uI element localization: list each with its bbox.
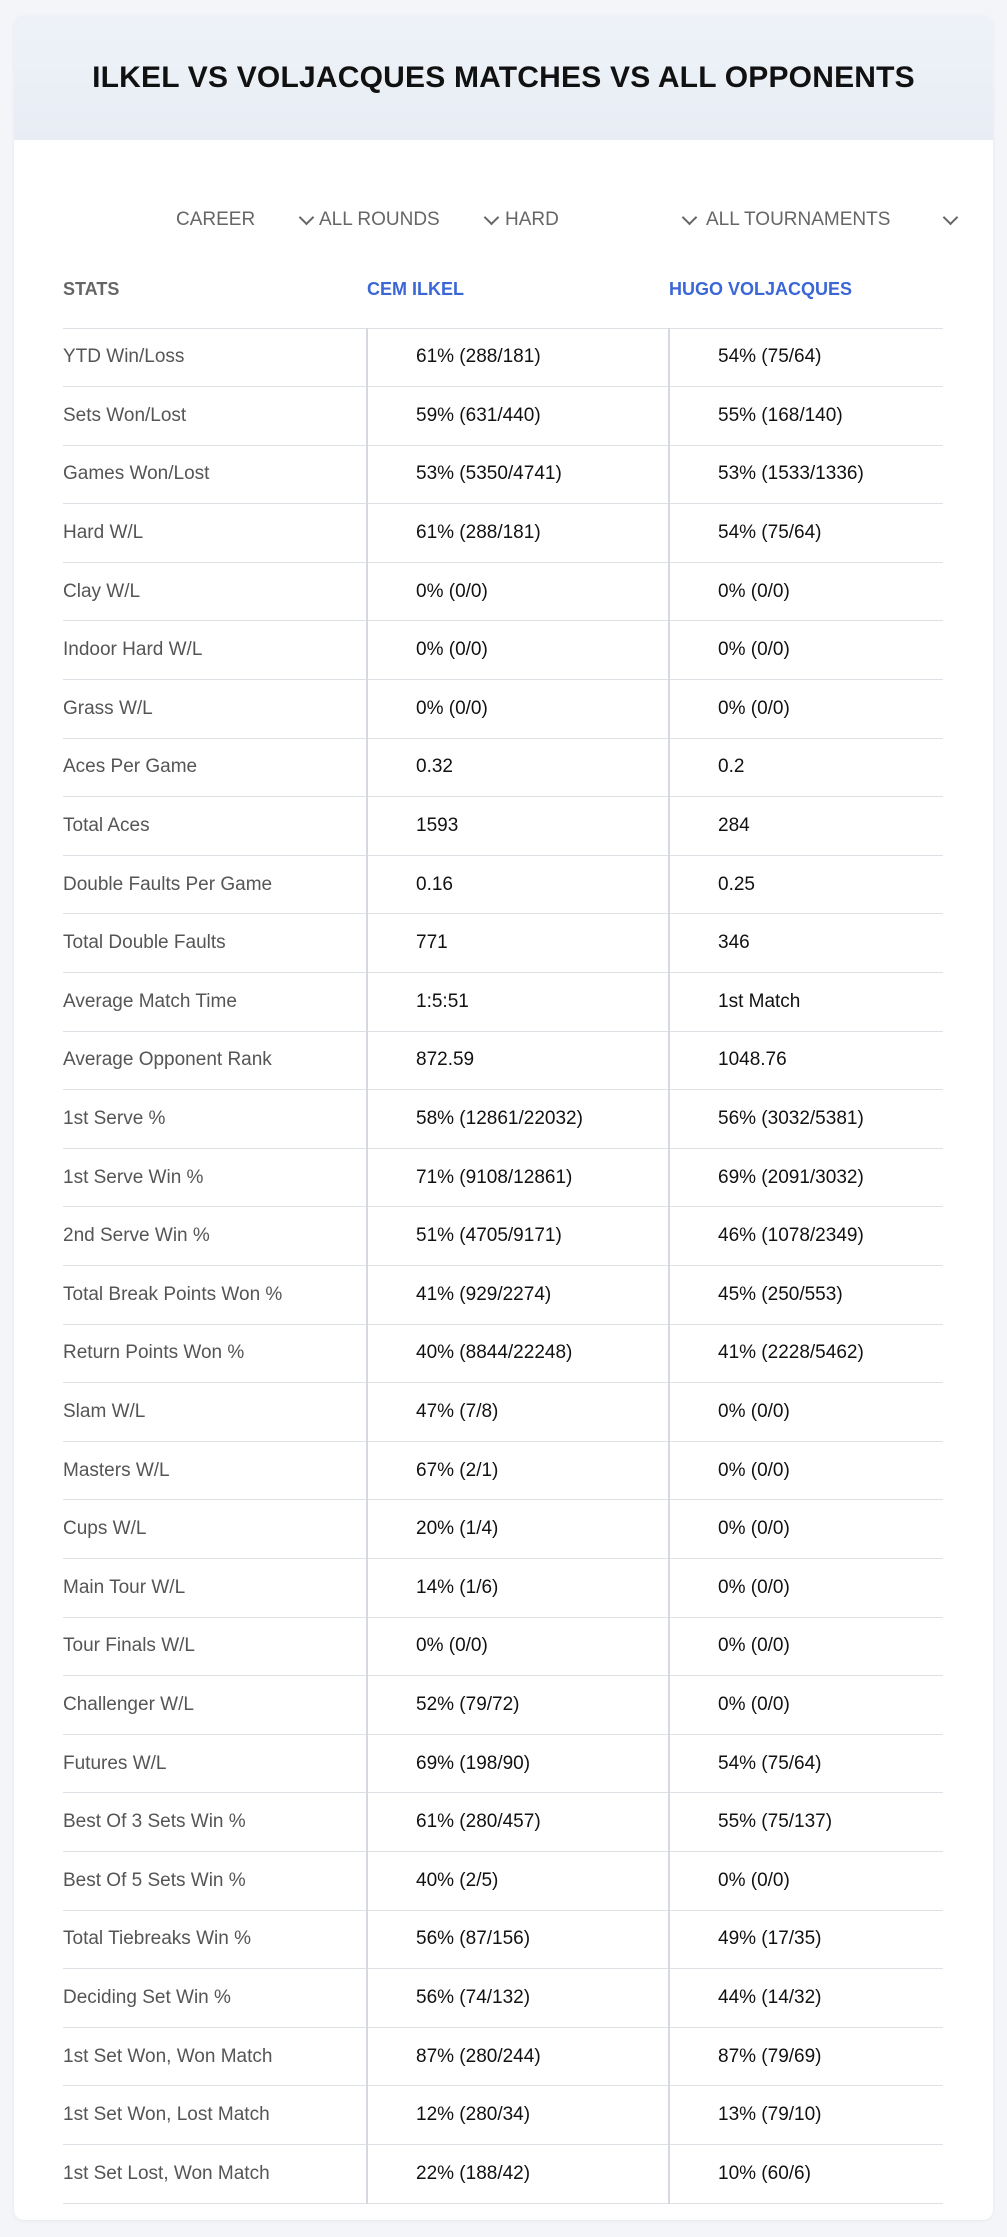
table-row (63, 1734, 943, 1793)
table-row (63, 2144, 943, 2203)
column-header-player2[interactable]: HUGO VOLJACQUES (669, 252, 943, 328)
surface-dropdown[interactable] (505, 190, 695, 250)
player2-value: 1st Match (669, 973, 943, 1032)
table-row (63, 1500, 943, 1559)
filter-bar (14, 190, 993, 250)
player2-value: 1048.76 (669, 1031, 943, 1090)
table-row (63, 562, 943, 621)
table-row (63, 1969, 943, 2028)
chevron-down-icon (299, 209, 315, 225)
table-row (63, 2086, 943, 2145)
stat-label: 1st Set Lost, Won Match (63, 2144, 367, 2203)
player1-value: 53% (5350/4741) (367, 445, 669, 504)
rounds-dropdown[interactable] (319, 190, 497, 250)
player1-value: 20% (1/4) (367, 1500, 669, 1559)
table-row (63, 387, 943, 446)
stat-label: 2nd Serve Win % (63, 1207, 367, 1266)
table-row (63, 1031, 943, 1090)
player2-value: 0% (0/0) (669, 1617, 943, 1676)
chevron-down-icon (943, 209, 959, 225)
stat-label: 1st Serve % (63, 1090, 367, 1149)
table-row (63, 621, 943, 680)
player2-value: 56% (3032/5381) (669, 1090, 943, 1149)
stat-label: 1st Set Won, Lost Match (63, 2086, 367, 2145)
player1-value: 56% (87/156) (367, 1910, 669, 1969)
table-row (63, 797, 943, 856)
stat-label: 1st Serve Win % (63, 1148, 367, 1207)
player1-value: 872.59 (367, 1031, 669, 1090)
stat-label: Tour Finals W/L (63, 1617, 367, 1676)
table-row (63, 1793, 943, 1852)
stat-label: Cups W/L (63, 1500, 367, 1559)
player2-value: 45% (250/553) (669, 1266, 943, 1325)
player1-value: 0.16 (367, 855, 669, 914)
table-row (63, 504, 943, 563)
table-row (63, 1266, 943, 1325)
stat-label: Total Double Faults (63, 914, 367, 973)
player2-value: 0% (0/0) (669, 1851, 943, 1910)
table-row (63, 914, 943, 973)
player2-value: 54% (75/64) (669, 328, 943, 387)
player1-value: 1:5:51 (367, 973, 669, 1032)
player2-value: 0% (0/0) (669, 1676, 943, 1735)
player2-value: 10% (60/6) (669, 2144, 943, 2203)
stat-label: YTD Win/Loss (63, 328, 367, 387)
stat-label: Total Aces (63, 797, 367, 856)
player1-value: 771 (367, 914, 669, 973)
stat-label: 1st Set Won, Won Match (63, 2027, 367, 2086)
stat-label: Best Of 3 Sets Win % (63, 1793, 367, 1852)
stat-label: Challenger W/L (63, 1676, 367, 1735)
stat-label: Best Of 5 Sets Win % (63, 1851, 367, 1910)
player1-value: 0.32 (367, 738, 669, 797)
player1-value: 0% (0/0) (367, 562, 669, 621)
player2-value: 55% (75/137) (669, 1793, 943, 1852)
stat-label: Games Won/Lost (63, 445, 367, 504)
column-header-stats: STATS (63, 252, 367, 328)
page-title: ILKEL VS VOLJACQUES MATCHES VS ALL OPPONENTS (92, 60, 915, 94)
player1-value: 69% (198/90) (367, 1734, 669, 1793)
player2-value: 0% (0/0) (669, 621, 943, 680)
player1-value: 47% (7/8) (367, 1383, 669, 1442)
player1-value: 71% (9108/12861) (367, 1148, 669, 1207)
surface-dropdown-label: HARD (505, 209, 559, 230)
table-row (63, 1910, 943, 1969)
stat-label: Slam W/L (63, 1383, 367, 1442)
player1-value: 67% (2/1) (367, 1441, 669, 1500)
table-row (63, 1617, 943, 1676)
stat-label: Clay W/L (63, 562, 367, 621)
player2-value: 49% (17/35) (669, 1910, 943, 1969)
stat-label: Average Match Time (63, 973, 367, 1032)
player1-value: 59% (631/440) (367, 387, 669, 446)
player2-value: 0% (0/0) (669, 1441, 943, 1500)
stat-label: Sets Won/Lost (63, 387, 367, 446)
stat-label: Average Opponent Rank (63, 1031, 367, 1090)
chevron-down-icon (682, 209, 698, 225)
stats-table-body (63, 328, 943, 2203)
player2-value: 0.2 (669, 738, 943, 797)
player2-value: 55% (168/140) (669, 387, 943, 446)
player2-value: 284 (669, 797, 943, 856)
column-header-player1[interactable]: CEM ILKEL (367, 252, 669, 328)
player1-value: 0% (0/0) (367, 1617, 669, 1676)
player2-value: 54% (75/64) (669, 1734, 943, 1793)
player1-value: 52% (79/72) (367, 1676, 669, 1735)
player1-value: 87% (280/244) (367, 2027, 669, 2086)
table-row (63, 680, 943, 739)
player2-value: 346 (669, 914, 943, 973)
table-row (63, 1676, 943, 1735)
player1-value: 12% (280/34) (367, 2086, 669, 2145)
player1-value: 40% (2/5) (367, 1851, 669, 1910)
player2-value: 87% (79/69) (669, 2027, 943, 2086)
table-header-row (63, 252, 943, 328)
stat-label: Total Break Points Won % (63, 1266, 367, 1325)
player2-value: 69% (2091/3032) (669, 1148, 943, 1207)
player1-value: 56% (74/132) (367, 1969, 669, 2028)
stat-label: Grass W/L (63, 680, 367, 739)
player2-value: 0% (0/0) (669, 562, 943, 621)
table-row (63, 1558, 943, 1617)
player1-value: 58% (12861/22032) (367, 1090, 669, 1149)
stat-label: Return Points Won % (63, 1324, 367, 1383)
table-row (63, 1148, 943, 1207)
stats-card (14, 15, 993, 2220)
table-row (63, 1207, 943, 1266)
stat-label: Aces Per Game (63, 738, 367, 797)
player1-value: 41% (929/2274) (367, 1266, 669, 1325)
player2-value: 46% (1078/2349) (669, 1207, 943, 1266)
player2-value: 0% (0/0) (669, 1383, 943, 1442)
player2-value: 41% (2228/5462) (669, 1324, 943, 1383)
stats-table (63, 252, 943, 2204)
stat-label: Double Faults Per Game (63, 855, 367, 914)
stat-label: Masters W/L (63, 1441, 367, 1500)
player2-value: 53% (1533/1336) (669, 445, 943, 504)
stat-label: Deciding Set Win % (63, 1969, 367, 2028)
player2-value: 54% (75/64) (669, 504, 943, 563)
table-row (63, 328, 943, 387)
player1-value: 1593 (367, 797, 669, 856)
player2-value: 44% (14/32) (669, 1969, 943, 2028)
player1-value: 22% (188/42) (367, 2144, 669, 2203)
player1-value: 61% (288/181) (367, 328, 669, 387)
player2-value: 0% (0/0) (669, 1558, 943, 1617)
table-row (63, 738, 943, 797)
stat-label: Futures W/L (63, 1734, 367, 1793)
player1-value: 51% (4705/9171) (367, 1207, 669, 1266)
table-row (63, 445, 943, 504)
table-row (63, 1383, 943, 1442)
table-row (63, 855, 943, 914)
player2-value: 0% (0/0) (669, 1500, 943, 1559)
table-row (63, 2027, 943, 2086)
player1-value: 61% (288/181) (367, 504, 669, 563)
player1-value: 40% (8844/22248) (367, 1324, 669, 1383)
player1-value: 0% (0/0) (367, 621, 669, 680)
stat-label: Indoor Hard W/L (63, 621, 367, 680)
tournaments-dropdown[interactable] (706, 190, 956, 250)
table-row (63, 1441, 943, 1500)
tournaments-dropdown-label: ALL TOURNAMENTS (706, 209, 891, 230)
table-row (63, 1090, 943, 1149)
rounds-dropdown-label: ALL ROUNDS (319, 209, 440, 230)
chevron-down-icon (484, 209, 500, 225)
card-header (14, 15, 993, 140)
stat-label: Main Tour W/L (63, 1558, 367, 1617)
table-row (63, 973, 943, 1032)
table-row (63, 1851, 943, 1910)
player2-value: 0% (0/0) (669, 680, 943, 739)
player1-value: 61% (280/457) (367, 1793, 669, 1852)
player2-value: 0.25 (669, 855, 943, 914)
player2-value: 13% (79/10) (669, 2086, 943, 2145)
stat-label: Hard W/L (63, 504, 367, 563)
stat-label: Total Tiebreaks Win % (63, 1910, 367, 1969)
player1-value: 0% (0/0) (367, 680, 669, 739)
period-dropdown[interactable] (176, 190, 312, 250)
period-dropdown-label: CAREER (176, 209, 256, 230)
table-row (63, 1324, 943, 1383)
player1-value: 14% (1/6) (367, 1558, 669, 1617)
